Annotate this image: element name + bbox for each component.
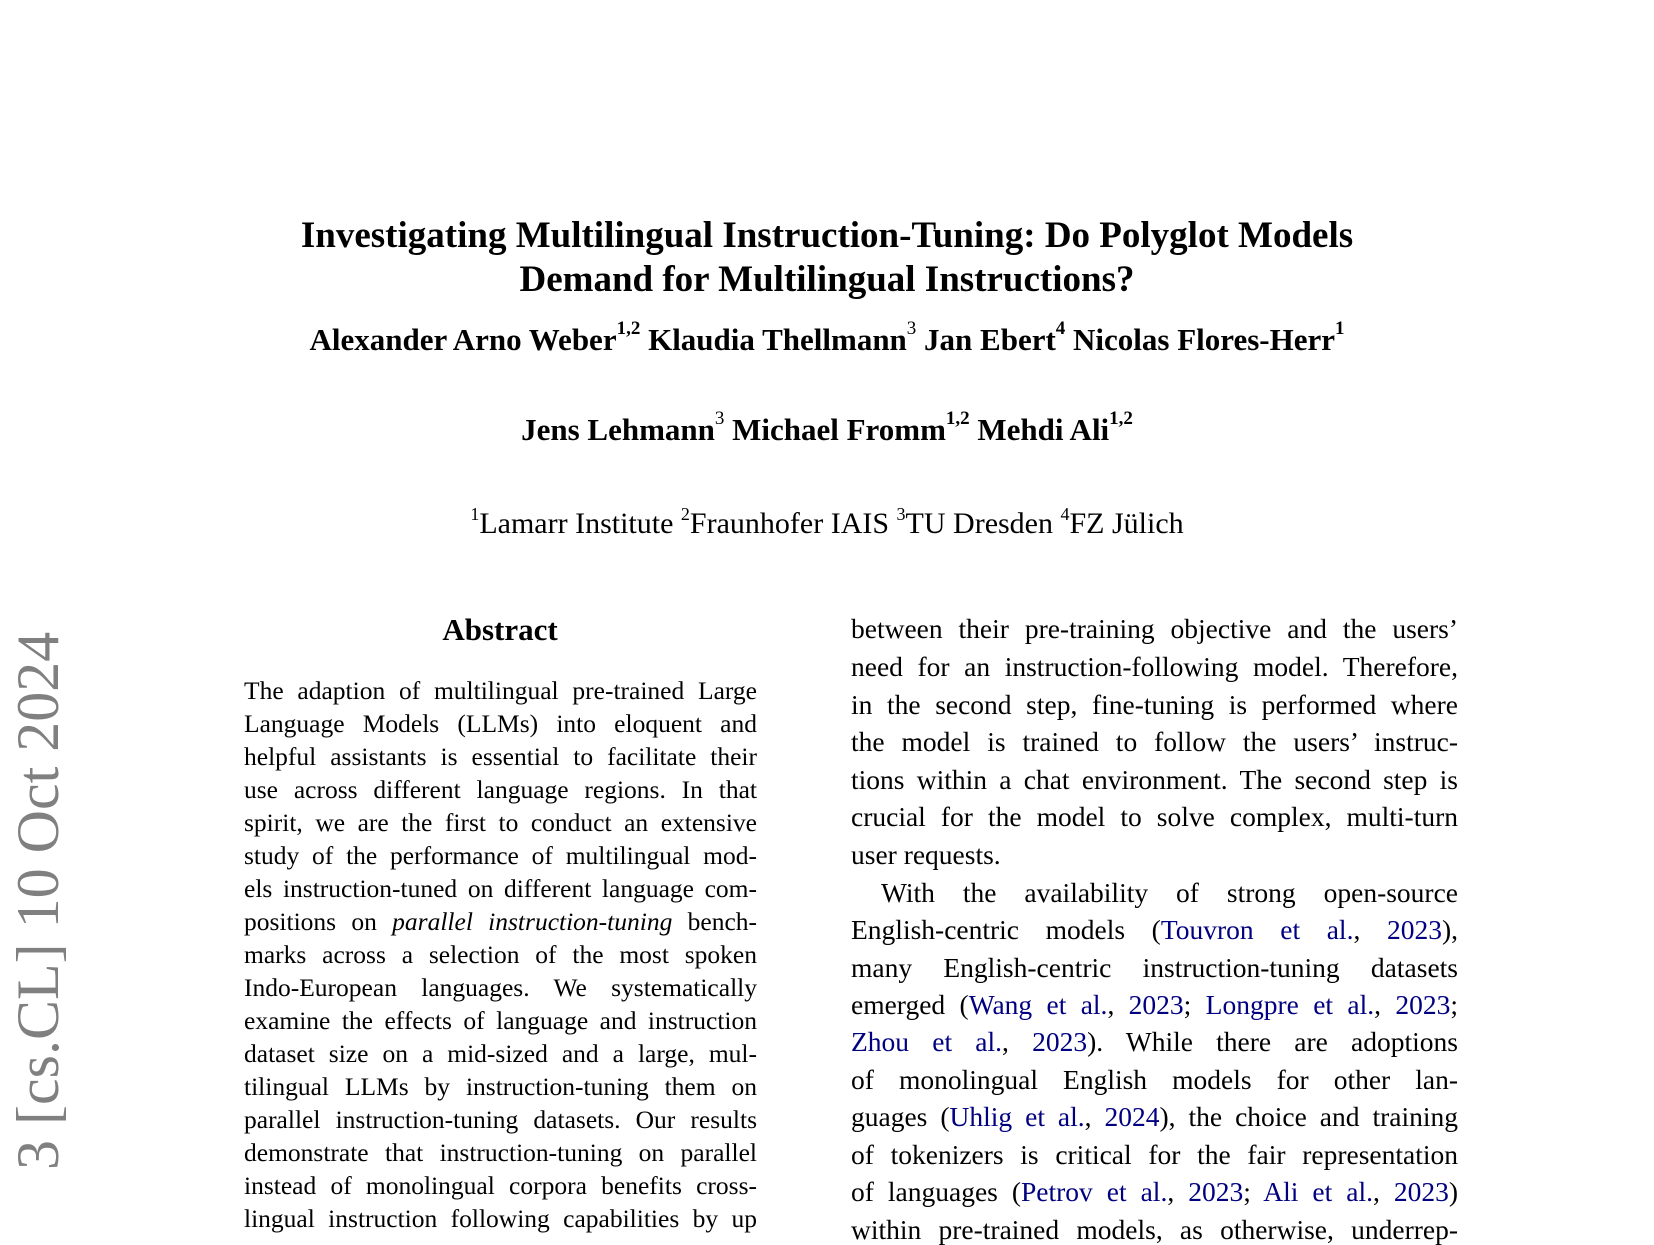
- citation-author: Touvron et al.: [1160, 914, 1354, 945]
- citation-link-petrov[interactable]: Petrov et al.: [1021, 1176, 1168, 1207]
- body-text: emerged (: [851, 989, 969, 1020]
- abstract-line: use across different language regions. In that: [244, 775, 757, 804]
- author-affiliation-mark: 3: [714, 408, 725, 429]
- body-line: of monolingual English models for other lan-: [851, 1064, 1458, 1095]
- affiliation-name: FZ Jülich: [1069, 507, 1184, 540]
- citation-year-link[interactable]: 2023: [1188, 1176, 1244, 1207]
- body-text: ). While there are adoptions: [1087, 1026, 1458, 1057]
- abstract-line: examine the effects of language and instruction: [244, 1006, 757, 1035]
- body-text: English-centric models (: [851, 914, 1161, 945]
- abstract-line: marks across a selection of the most spoken: [244, 940, 757, 969]
- abstract-line-text: positions on: [244, 907, 377, 936]
- citation-link-zhou[interactable]: Zhou et al.: [851, 1026, 1002, 1057]
- body-text: ),: [1441, 914, 1458, 945]
- body-line: guages (Uhlig et al., 2024), the choice and training: [851, 1101, 1458, 1132]
- author-affiliation-mark: 1: [1335, 318, 1345, 339]
- body-line: English-centric models (Touvron et al., 2023),: [851, 914, 1458, 945]
- body-line: of tokenizers is critical for the fair representation: [851, 1139, 1458, 1170]
- citation-link-uhlig[interactable]: Uhlig et al.: [949, 1101, 1085, 1132]
- body-line: in the second step, fine-tuning is performed where: [851, 689, 1458, 720]
- abstract-line: [244, 907, 757, 937]
- body-line: Zhou et al., 2023). While there are adoptions: [851, 1026, 1458, 1057]
- abstract-line: dataset size on a mid-sized and a large, mul-: [244, 1039, 757, 1068]
- body-text: of languages (: [851, 1176, 1021, 1207]
- affiliation-number: 1: [470, 504, 480, 524]
- citation-year-link[interactable]: 2023: [1393, 1176, 1449, 1207]
- author-name: Mehdi Ali: [977, 412, 1110, 447]
- paper-title: [0, 214, 1654, 302]
- author-name: Alexander Arno Weber: [309, 322, 617, 357]
- italic-term: parallel instruction-tuning: [392, 907, 673, 936]
- citation-year-link[interactable]: 2024: [1104, 1101, 1160, 1132]
- author-affiliation-mark: 1,2: [616, 318, 641, 339]
- author-affiliation-mark: 1,2: [1109, 408, 1133, 429]
- body-text: guages (: [851, 1101, 950, 1132]
- abstract-line-text: bench-: [687, 907, 758, 936]
- affiliation-name: Lamarr Institute: [479, 507, 674, 540]
- affiliation-name: Fraunhofer IAIS: [689, 507, 890, 540]
- citation-link-touvron[interactable]: [1161, 914, 1354, 945]
- abstract-line: study of the performance of multilingual mod-: [244, 841, 757, 870]
- body-line: tions within a chat environment. The second step is: [851, 764, 1458, 795]
- body-text: ), the choice and training: [1159, 1101, 1458, 1132]
- body-line: emerged (Wang et al., 2023; Longpre et al., 2023;: [851, 989, 1458, 1020]
- affiliation-number: 4: [1060, 504, 1070, 524]
- citation-year-link[interactable]: 2023: [1032, 1026, 1088, 1057]
- author-name: Nicolas Flores-Herr: [1073, 322, 1336, 357]
- abstract-line: Indo-European languages. We systematically: [244, 973, 757, 1002]
- affiliation-number: 2: [680, 504, 690, 524]
- affiliation-number: 3: [896, 504, 906, 524]
- citation-year-link[interactable]: 2023: [1386, 914, 1442, 945]
- abstract-line: els instruction-tuned on different language com-: [244, 874, 757, 903]
- body-text: ): [1448, 1176, 1458, 1207]
- body-line: user requests.: [851, 839, 1001, 870]
- abstract-line: spirit, we are the first to conduct an extensive: [244, 808, 757, 837]
- author-name: Jan Ebert: [924, 322, 1056, 357]
- author-affiliation-mark: 4: [1055, 318, 1066, 339]
- citation-year-link[interactable]: 2023: [1395, 989, 1451, 1020]
- paper-title-line-2: Demand for Multilingual Instructions?: [519, 259, 1135, 300]
- citation-link-ali[interactable]: Ali et al.: [1263, 1176, 1373, 1207]
- body-line: need for an instruction-following model. Therefore,: [851, 651, 1458, 682]
- citation-link-longpre[interactable]: Longpre et al.: [1205, 989, 1375, 1020]
- paper-title-line-1: Investigating Multilingual Instruction-Tuning: Do Polyglot Models: [300, 215, 1354, 256]
- author-name: Jens Lehmann: [521, 412, 715, 447]
- abstract-line: instead of monolingual corpora benefits cross-: [244, 1171, 757, 1200]
- author-list-row-1: [0, 318, 1654, 358]
- affiliation-name: TU Dresden: [905, 507, 1053, 540]
- author-name: Klaudia Thellmann: [648, 322, 907, 357]
- abstract-line: demonstrate that instruction-tuning on parallel: [244, 1138, 757, 1167]
- abstract-line: parallel instruction-tuning datasets. Our results: [244, 1105, 757, 1134]
- author-list-row-2: [0, 408, 1654, 448]
- body-line: between their pre-training objective and the users’: [851, 613, 1458, 644]
- abstract-line: tilingual LLMs by instruction-tuning them on: [244, 1072, 757, 1101]
- body-line: of languages (Petrov et al., 2023; Ali et al., 2023): [851, 1176, 1458, 1207]
- abstract-line: lingual instruction following capabilities by up: [244, 1204, 757, 1233]
- arxiv-identifier-stamp: 3 [cs.CL] 10 Oct 2024: [5, 631, 71, 1170]
- citation-year-link[interactable]: 2023: [1128, 989, 1184, 1020]
- body-line: within pre-trained models, as otherwise, underrep-: [851, 1214, 1458, 1245]
- abstract-heading: Abstract: [442, 612, 558, 647]
- body-line: crucial for the model to solve complex, multi-turn: [851, 801, 1458, 832]
- body-line: many English-centric instruction-tuning datasets: [851, 952, 1458, 983]
- body-line: the model is trained to follow the users’ instruc-: [851, 726, 1458, 757]
- citation-link-wang[interactable]: Wang et al.: [968, 989, 1108, 1020]
- affiliations: [0, 504, 1654, 541]
- author-affiliation-mark: 1,2: [945, 408, 970, 429]
- body-line: With the availability of strong open-source: [881, 877, 1458, 908]
- author-name: Michael Fromm: [732, 412, 946, 447]
- abstract-line: Language Models (LLMs) into eloquent and: [244, 709, 757, 738]
- abstract-line: helpful assistants is essential to facilitate their: [244, 742, 757, 771]
- abstract-line: The adaption of multilingual pre-trained Large: [244, 676, 757, 705]
- author-affiliation-mark: 3: [906, 318, 917, 339]
